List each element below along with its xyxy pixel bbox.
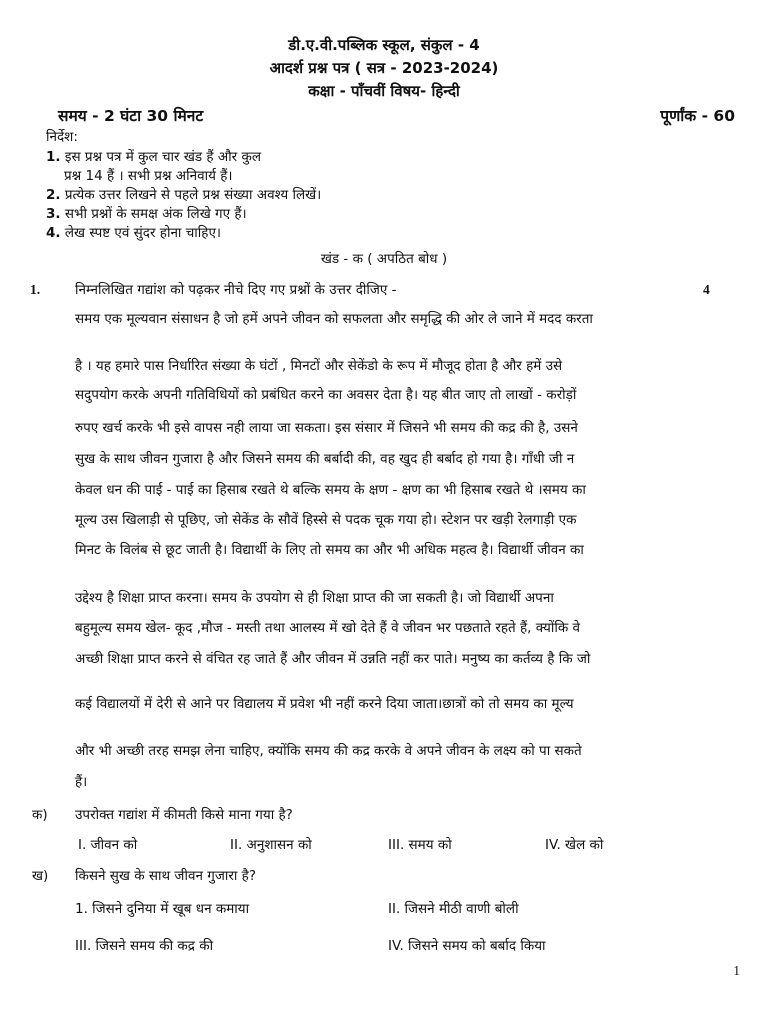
instruction-item: 4. लेख स्पष्ट एवं सुंदर होना चाहिए।	[46, 225, 222, 241]
subquestion-text: किसने सुख के साथ जीवन गुजारा है?	[75, 868, 256, 884]
instruction-item: 2. प्रत्येक उत्तर लिखने से पहले प्रश्न संख्या अवश्य लिखें।	[46, 187, 322, 203]
option: 1. जिसने दुनिया में खूब धन कमाया	[75, 901, 250, 917]
option: IV. खेल को	[545, 837, 604, 853]
passage-line: अच्छी शिक्षा प्राप्त करने से वंचित रह जाते हैं और जीवन में उन्नति नहीं कर पाते। मनुष्य का कर्तव्य है कि जो	[75, 651, 591, 667]
option: III. समय को	[388, 837, 452, 853]
paper-title: आदर्श प्रश्न पत्र ( सत्र - 2023-2024)	[269, 59, 499, 77]
passage-line: समय एक मूल्यवान संसाधन है जो हमें अपने जीवन को सफलता और समृद्धि की ओर ले जाने में मदद करता	[75, 311, 593, 327]
page-number: 1	[733, 963, 740, 978]
question-text: निम्नलिखित गद्यांश को पढ़कर नीचे दिए गए प्रश्नों के उत्तर दीजिए -	[75, 282, 397, 298]
option: IV. जिसने समय को बर्बाद किया	[388, 938, 546, 954]
instruction-item: प्रश्न 14 हैं । सभी प्रश्न अनिवार्य हैं।	[64, 168, 233, 184]
school-name: डी.ए.वी.पब्लिक स्कूल, संकुल - 4	[288, 36, 480, 54]
class-subject: कक्षा - पाँचवीं विषय- हिन्दी	[308, 82, 460, 100]
passage-line: मूल्य उस खिलाड़ी से पूछिए, जो सेकेंड के सौवें हिस्से से पदक चूक गया हो। स्टेशन पर खड़ी रेलगाड़ी एक	[75, 512, 577, 528]
option: II. जिसने मीठी वाणी बोली	[388, 901, 519, 917]
instructions-title: निर्देश:	[46, 129, 78, 145]
section-title: खंड - क ( अपठित बोध )	[320, 251, 448, 267]
subquestion-label: क)	[32, 807, 48, 823]
passage-line: मिनट के विलंब से छूट जाती है। विद्यार्थी के लिए तो समय का और भी अधिक महत्व है। विद्यार्थी जीवन का	[75, 542, 584, 558]
question-number: 1.	[30, 282, 41, 297]
instruction-item: 3. सभी प्रश्नों के समक्ष अंक लिखे गए हैं।	[46, 206, 247, 222]
option: II. अनुशासन को	[230, 837, 312, 853]
question-marks: 4	[703, 282, 710, 297]
passage-line: रुपए खर्च करके भी इसे वापस नही लाया जा सकता। इस संसार में जिसने भी समय की कद्र की है, उसने	[75, 420, 578, 436]
option: III. जिसने समय की कद्र की	[75, 938, 214, 954]
option: I. जीवन को	[78, 837, 138, 853]
passage-line: सुख के साथ जीवन गुजारा है और जिसने समय की बर्बादी की, वह खुद ही बर्बाद हो गया है। गाँधी जी न	[75, 451, 575, 467]
max-marks: पूर्णांक - 60	[660, 107, 735, 125]
passage-line: हैं।	[75, 774, 88, 790]
passage-line: है । यह हमारे पास निर्धारित संख्या के घंटों , मिनटों और सेकेंडो के रूप में मौजूद होता है और हमें उसे	[75, 358, 563, 374]
passage-line: और भी अच्छी तरह समझ लेना चाहिए, क्योंकि समय की कद्र करके वे अपने जीवन के लक्ष्य को पा सकते	[75, 743, 582, 759]
subquestion-label: ख)	[32, 868, 49, 884]
passage-line: उद्देश्य है शिक्षा प्राप्त करना। समय के उपयोग से ही शिक्षा प्राप्त की जा सकती है। जो विद्यार्थी अपना	[75, 590, 554, 606]
passage-line: बहुमूल्य समय खेल- कूद ,मौज - मस्ती तथा आलस्य में खो देते हैं वे जीवन भर पछताते रहते हैं, क्योंकि वे	[75, 620, 580, 636]
passage-line: केवल धन की पाई - पाई का हिसाब रखते थे बल्कि समय के क्षण - क्षण का भी हिसाब रखते थे ।समय का	[75, 482, 586, 498]
passage-line: कई विद्यालयों में देरी से आने पर विद्यालय में प्रवेश भी नहीं करने दिया जाता।छात्रों को तो समय का मूल्य	[75, 696, 574, 712]
instruction-item: 1. इस प्रश्न पत्र में कुल चार खंड हैं और कुल	[46, 149, 262, 165]
passage-line: सदुपयोग करके अपनी गतिविधियों को प्रबंधित करने का अवसर देता है। यह बीत जाए तो लाखों - करोड़ों	[75, 387, 577, 403]
subquestion-text: उपरोक्त गद्यांश में कीमती किसे माना गया है?	[75, 807, 293, 823]
time-allowed: समय - 2 घंटा 30 मिनट	[58, 107, 204, 125]
